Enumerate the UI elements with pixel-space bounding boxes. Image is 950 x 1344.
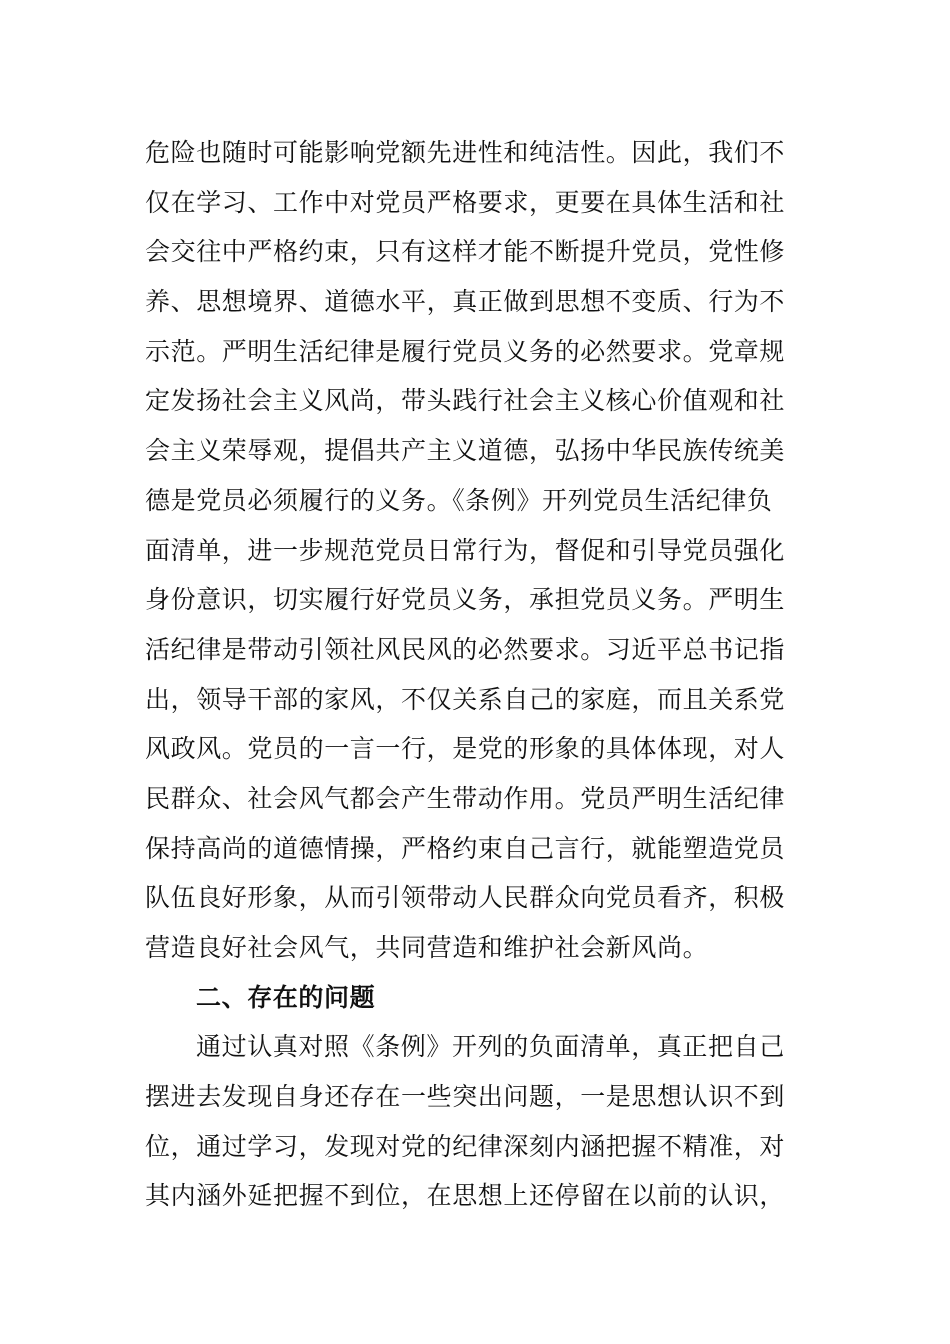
text-line-14: 民群众、社会风气都会产生带动作用。党员严明生活纪律 — [145, 783, 786, 813]
text-line-21: 位，通过学习，发现对党的纪律深刻内涵把握不精准，对 — [145, 1131, 786, 1161]
text-line-4: 养、思想境界、道德水平，真正做到思想不变质、行为不 — [145, 287, 786, 317]
text-line-9: 面清单，进一步规范党员日常行为，督促和引导党员强化 — [145, 535, 786, 565]
text-line-12: 出，领导干部的家风，不仅关系自己的家庭，而且关系党 — [145, 684, 786, 714]
text-line-1: 危险也随时可能影响党额先进性和纯洁性。因此，我们不 — [145, 138, 786, 167]
text-line-5: 示范。严明生活纪律是履行党员义务的必然要求。党章规 — [145, 336, 786, 366]
text-line-10: 身份意识，切实履行好党员义务，承担党员义务。严明生 — [145, 585, 786, 615]
text-line-13: 风政风。党员的一言一行，是党的形象的具体体现，对人 — [145, 734, 786, 764]
text-line-8: 德是党员必须履行的义务。《条例》开列党员生活纪律负 — [145, 485, 773, 515]
text-line-6: 定发扬社会主义风尚，带头践行社会主义核心价值观和社 — [145, 386, 786, 416]
text-line-20: 摆进去发现自身还存在一些突出问题，一是思想认识不到 — [145, 1082, 786, 1112]
text-line-3: 会交往中严格约束，只有这样才能不断提升党员，党性修 — [145, 237, 786, 267]
text-line-22: 其内涵外延把握不到位，在思想上还停留在以前的认识， — [145, 1181, 786, 1211]
text-line-19: 通过认真对照《条例》开列的负面清单，真正把自己 — [196, 1032, 785, 1062]
text-line-7: 会主义荣辱观，提倡共产主义道德，弘扬中华民族传统美 — [145, 436, 786, 466]
text-line-2: 仅在学习、工作中对党员严格要求，更要在具体生活和社 — [145, 187, 786, 217]
document-body — [145, 128, 807, 1221]
text-line-17: 营造良好社会风气，共同营造和维护社会新风尚。 — [145, 933, 709, 962]
text-line-15: 保持高尚的道德情操，严格约束自己言行，就能塑造党员 — [145, 833, 786, 863]
text-line-16: 队伍良好形象，从而引领带动人民群众向党员看齐，积极 — [145, 883, 786, 913]
section-heading: 二、存在的问题 — [196, 982, 376, 1012]
text-line-11: 活纪律是带动引领社风民风的必然要求。习近平总书记指 — [145, 634, 786, 664]
